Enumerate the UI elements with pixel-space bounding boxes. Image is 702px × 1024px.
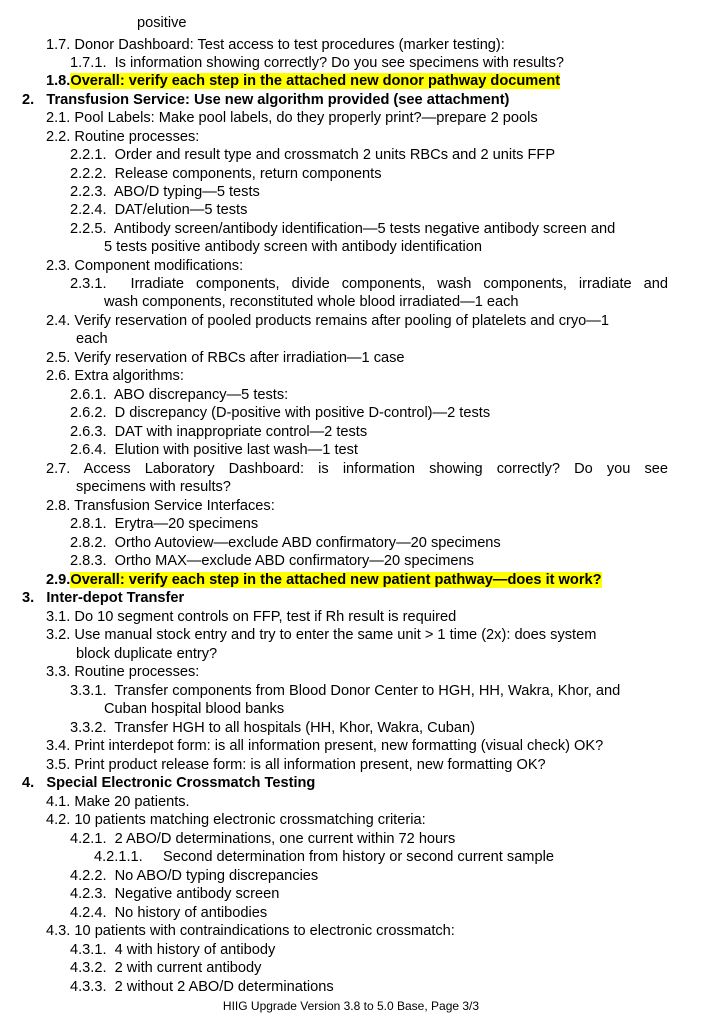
line-4-3-3: 4.3.3. 2 without 2 ABO/D determinations <box>70 979 334 995</box>
line-4-2-2: 4.2.2. No ABO/D typing discrepancies <box>70 868 319 884</box>
line-4-2-4: 4.2.4. No history of antibodies <box>70 905 268 921</box>
line-3-2-cont: block duplicate entry? <box>76 646 218 662</box>
line-2-6-1: 2.6.1. ABO discrepancy—5 tests: <box>70 387 289 403</box>
line-3-3-1-cont: Cuban hospital blood banks <box>104 701 285 717</box>
line-4-3-1: 4.3.1. 4 with history of antibody <box>70 942 276 958</box>
line-4-3-2: 4.3.2. 2 with current antibody <box>70 960 262 976</box>
line-2-2-2: 2.2.2. Release components, return components <box>70 166 382 182</box>
page-footer: HIIG Upgrade Version 3.8 to 5.0 Base, Page 3/3 <box>222 999 480 1013</box>
line-2-2: 2.2. Routine processes: <box>46 129 200 145</box>
line-2-7: 2.7. Access Laboratory Dashboard: is information showing correctly? Do you see <box>46 461 668 477</box>
line-1-7-1: 1.7.1. Is information showing correctly? Do you see specimens with results? <box>70 55 564 71</box>
section-3-heading: 3. Inter-depot Transfer <box>22 590 185 606</box>
line-2-3: 2.3. Component modifications: <box>46 258 244 274</box>
line-2-2-3: 2.2.3. ABO/D typing—5 tests <box>70 184 260 200</box>
line-2-6-2: 2.6.2. D discrepancy (D-positive with positive D-control)—2 tests <box>70 405 491 421</box>
line-2-1: 2.1. Pool Labels: Make pool labels, do they properly print?—prepare 2 pools <box>46 110 538 126</box>
section-2-heading: 2. Transfusion Service: Use new algorithm provided (see attachment) <box>22 92 510 108</box>
line-2-3-1-cont: wash components, reconstituted whole blood irradiated—1 each <box>104 294 519 310</box>
line-2-2-5: 2.2.5. Antibody screen/antibody identification—5 tests negative antibody screen and <box>70 221 616 237</box>
line-2-6: 2.6. Extra algorithms: <box>46 368 184 384</box>
line-4-2: 4.2. 10 patients matching electronic crossmatching criteria: <box>46 812 426 828</box>
line-4-1: 4.1. Make 20 patients. <box>46 794 190 810</box>
section-4-heading: 4. Special Electronic Crossmatch Testing <box>22 775 316 791</box>
line-2-4-cont: each <box>76 331 108 347</box>
line-3-1: 3.1. Do 10 segment controls on FFP, test if Rh result is required <box>46 609 457 625</box>
line-2-8-2: 2.8.2. Ortho Autoview—exclude ABD confirmatory—20 specimens <box>70 535 501 551</box>
line-2-6-3: 2.6.3. DAT with inappropriate control—2 tests <box>70 424 368 440</box>
line-2-5: 2.5. Verify reservation of RBCs after irradiation—1 case <box>46 350 405 366</box>
highlight-text: Overall: verify each step in the attached new patient pathway—does it work? <box>70 572 602 588</box>
line-2-3-1: 2.3.1. Irradiate components, divide components, wash components, irradiate and <box>70 276 668 292</box>
line-3-4: 3.4. Print interdepot form: is all information present, new formatting (visual check) OK? <box>46 738 604 754</box>
line-3-2: 3.2. Use manual stock entry and try to enter the same unit > 1 time (2x): does system <box>46 627 597 643</box>
line-1-7: 1.7. Donor Dashboard: Test access to test procedures (marker testing): <box>46 37 505 53</box>
line-1-8: 1.8.Overall: verify each step in the attached new donor pathway document <box>46 73 561 89</box>
line-2-8-1: 2.8.1. Erytra—20 specimens <box>70 516 259 532</box>
line-2-9: 2.9.Overall: verify each step in the attached new patient pathway—does it work? <box>46 572 602 588</box>
line-2-2-1: 2.2.1. Order and result type and crossmatch 2 units RBCs and 2 units FFP <box>70 147 556 163</box>
line-2-2-5-cont: 5 tests positive antibody screen with antibody identification <box>104 239 483 255</box>
line-2-8: 2.8. Transfusion Service Interfaces: <box>46 498 275 514</box>
line-3-5: 3.5. Print product release form: is all information present, new formatting OK? <box>46 757 546 773</box>
highlight-text: Overall: verify each step in the attached new donor pathway document <box>70 73 561 89</box>
line-0: positive <box>137 15 187 31</box>
line-4-3: 4.3. 10 patients with contraindications to electronic crossmatch: <box>46 923 455 939</box>
line-3-3: 3.3. Routine processes: <box>46 664 200 680</box>
line-2-7-cont: specimens with results? <box>76 479 231 495</box>
line-4-2-1: 4.2.1. 2 ABO/D determinations, one current within 72 hours <box>70 831 456 847</box>
line-4-2-1-1: 4.2.1.1. Second determination from history or second current sample <box>94 849 554 865</box>
line-4-2-3: 4.2.3. Negative antibody screen <box>70 886 280 902</box>
line-2-4: 2.4. Verify reservation of pooled products remains after pooling of platelets and cryo—1 <box>46 313 609 329</box>
line-3-3-1: 3.3.1. Transfer components from Blood Donor Center to HGH, HH, Wakra, Khor, and <box>70 683 621 699</box>
line-3-3-2: 3.3.2. Transfer HGH to all hospitals (HH, Khor, Wakra, Cuban) <box>70 720 476 736</box>
line-2-2-4: 2.2.4. DAT/elution—5 tests <box>70 202 248 218</box>
line-2-8-3: 2.8.3. Ortho MAX—exclude ABD confirmatory—20 specimens <box>70 553 474 569</box>
line-2-6-4: 2.6.4. Elution with positive last wash—1 test <box>70 442 358 458</box>
